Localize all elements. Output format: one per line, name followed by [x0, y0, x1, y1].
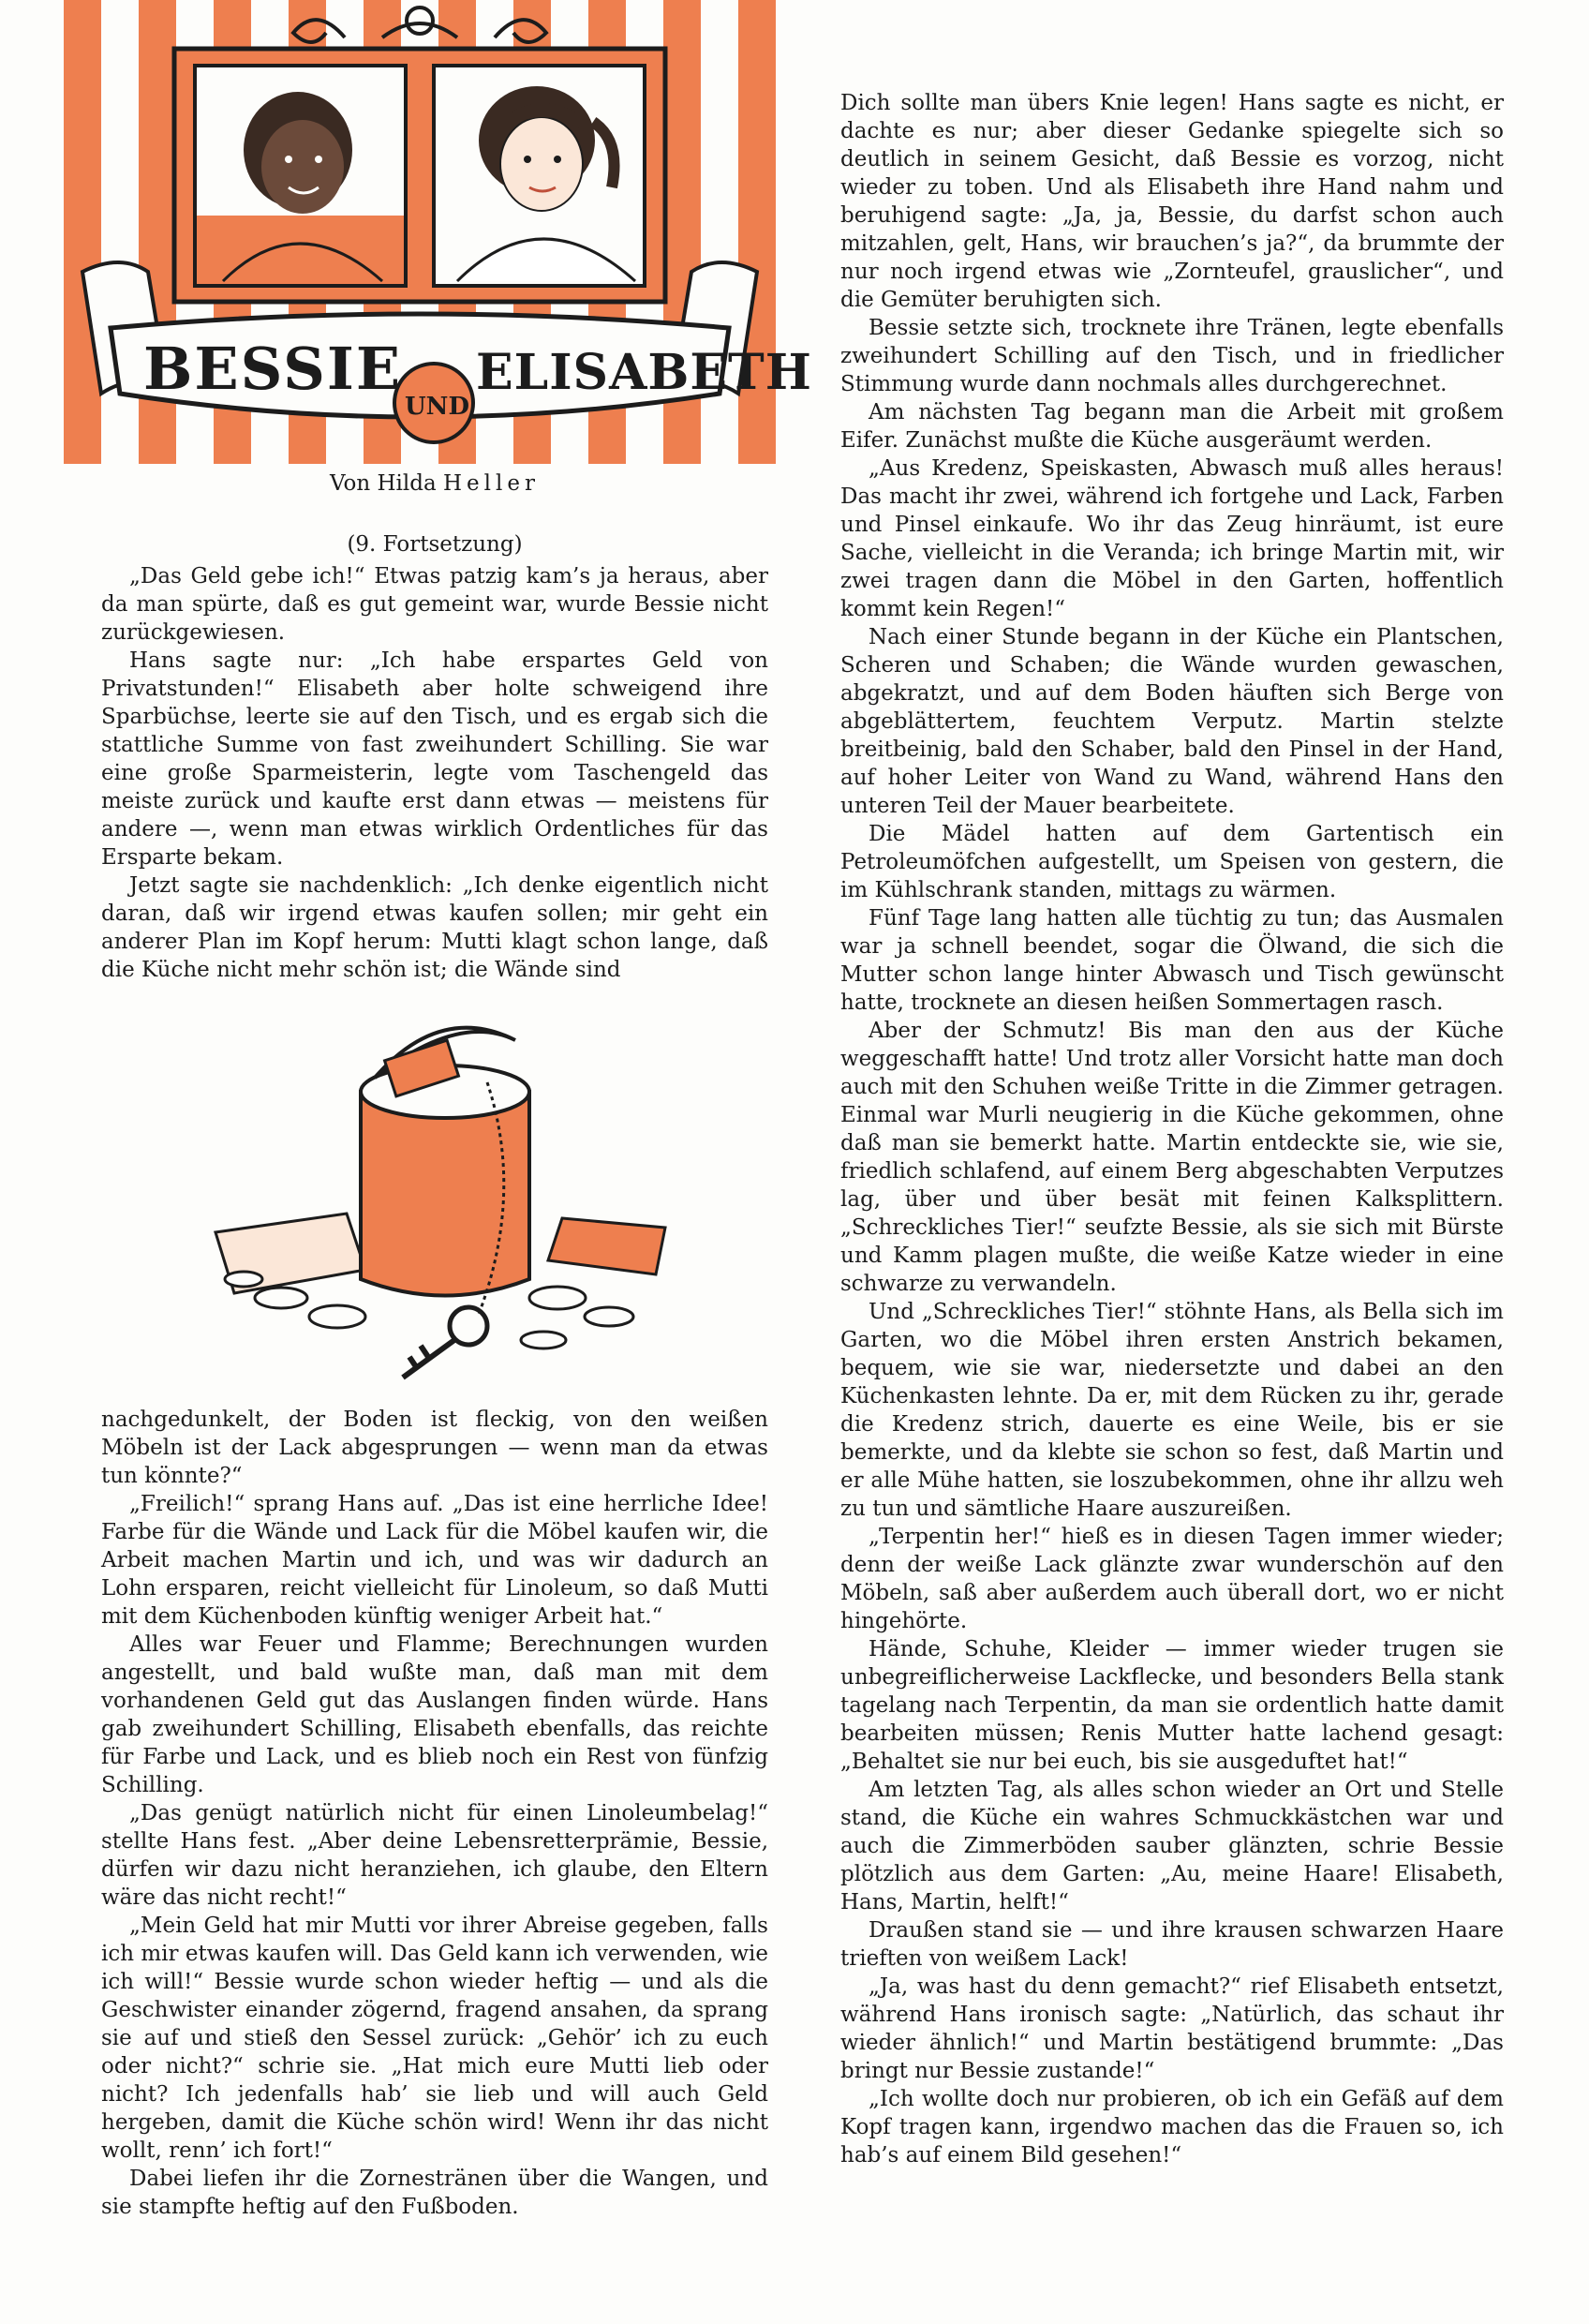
paragraph: Dich sollte man übers Knie legen! Hans sagte es nicht, er dachte es nur; aber dieser Gedanke spiegelte sich so deutlich in seinem Gesicht, daß Bessie es vorzog, nicht wieder zu toben. Und als Elisabeth ihre Hand nahm und beruhigend sagte: „Ja, ja, Bessie, du darfst schon auch mitzahlen, gelt, Hans, wir brauchen’s ja?“, da brummte der nur noch irgend etwas wie „Zornteufel, grauslicher“, und die Gemüter beruhigten sich.	[840, 91, 1504, 312]
title-elisabeth: ELISABETH	[476, 344, 812, 401]
byline-author: Heller	[443, 471, 540, 496]
title-und: UND	[405, 393, 469, 421]
paragraph: Draußen stand sie — und ihre krausen schwarzen Haare trieften von weißem Lack!	[840, 1918, 1504, 1971]
paragraph: Nach einer Stunde begann in der Küche ein Plantschen, Scheren und Schaben; die Wände wurden gewaschen, abgekratzt, und auf dem Boden häuften sich Berge von abgeblättertem, feuchtem Verputz. Martin stelzte breitbeinig, bald den Schaber, bald den Pinsel in der Hand, auf hoher Leiter von Wand zu Wand, während Hans den unteren Teil der Mauer bearbeitete.	[840, 625, 1504, 818]
paragraph: „Freilich!“ sprang Hans auf. „Das ist eine herrliche Idee! Farbe für die Wände und Lack für die Möbel kaufen wir, die Arbeit machen Martin und ich, und was wir dadurch an Lohn ersparen, reicht vielleicht für Linoleum, so daß Mutti mit dem Küchenboden künftig weniger Arbeit hat.“	[101, 1492, 768, 1629]
paragraph: „Mein Geld hat mir Mutti vor ihrer Abreise gegeben, falls ich mir etwas kaufen will. Das Geld kann ich verwenden, wie ich will!“ Bessie wurde schon wieder heftig — und als die Geschwister einander zögernd, fragend ansahen, da sprang sie auf und stieß den Sessel zurück: „Gehör’ ich zu euch oder nicht?“ schrie sie. „Hat mich eure Mutti lieb oder nicht? Ich jedenfalls hab’ sie lieb und will auch Geld hergeben, damit die Küche schön wird! Wenn ihr das nicht wollt, renn’ ich fort!“	[101, 1914, 769, 2163]
paragraph: Alles war Feuer und Flamme; Berechnungen wurden angestellt, und bald wußte man, daß man mit dem vorhandenen Geld gut das Auslangen finden würde. Hans gab zweihundert Schilling, Elisabeth ebenfalls, das reichte für Farbe und Lack, und es blieb noch ein Rest von fünfzig Schilling.	[101, 1632, 768, 1797]
paragraph: „Aus Kredenz, Speiskasten, Abwasch muß alles heraus! Das macht ihr zwei, während ich fortgehe und Lack, Farben und Pinsel einkaufe. Wo ihr das Zeug hinräumt, ist eure Sache, vielleicht in die Veranda; ich bringe Martin mit, wir zwei tragen dann die Möbel in den Garten, hoffentlich kommt kein Regen!“	[840, 456, 1504, 621]
paragraph: Hände, Schuhe, Kleider — immer wieder trugen sie unbegreiflicherweise Lackflecke, und besonders Bella stank tagelang nach Terpentin, da man sie ordentlich hatte damit bearbeiten müssen; Renis Mutter hatte lachend gesagt: „Behaltet sie nur bei euch, bis sie ausgeduftet hat!“	[840, 1637, 1504, 1774]
byline	[101, 471, 768, 496]
paragraph: „Das Geld gebe ich!“ Etwas patzig kam’s ja heraus, aber da man spürte, daß es gut gemeint war, wurde Bessie nicht zurückgewiesen.	[101, 564, 768, 645]
right-column	[840, 89, 1504, 2169]
moneybox-illustration	[187, 1007, 712, 1401]
paragraph: Dabei liefen ihr die Zornestränen über die Wangen, und sie stampfte heftig auf den Fußboden.	[101, 2167, 768, 2219]
paragraph: Und „Schreckliches Tier!“ stöhnte Hans, als Bella sich im Garten, wo die Möbel ihren ersten Anstrich bekamen, bequem, wie sie war, niedersetzte und dabei an den Küchenkasten lehnte. Da er, mit dem Rücken zu ihr, gerade die Kredenz strich, dauerte es eine Weile, bis er sie bemerkte, und da klebte sie schon so fest, daß Martin und er alle Mühe hatten, sie loszubekommen, ohne ihr allzu weh zu tun und sämtliche Haare auszureißen.	[840, 1300, 1504, 1521]
paragraph: Am letzten Tag, als alles schon wieder an Ort und Stelle stand, die Küche ein wahres Schmuckkästchen war und auch die Zimmerböden sauber glänzten, schrie Bessie plötzlich aus dem Garten: „Au, meine Haare! Elisabeth, Hans, Martin, helft!“	[840, 1778, 1504, 1914]
paragraph: Die Mädel hatten auf dem Gartentisch ein Petroleumöfchen aufgestellt, um Speisen von gestern, die im Kühlschrank standen, mittags zu wärmen.	[840, 822, 1504, 902]
paragraph: Bessie setzte sich, trocknete ihre Tränen, legte ebenfalls zweihundert Schilling auf den Tisch, und in friedlicher Stimmung wurde dann nochmals alles durchgerechnet.	[840, 316, 1504, 396]
paragraph: Hans sagte nur: „Ich habe erspartes Geld von Privatstunden!“ Elisabeth aber holte schweigend ihre Sparbüchse, leerte sie auf den Tisch, und es ergab sich die stattliche Summe von fast zweihundert Schilling. Sie war eine große Sparmeisterin, legte vom Taschengeld das meiste zurück und kaufte erst dann etwas — meistens für andere —, wenn man etwas wirklich Ordentliches für das Ersparte bekam.	[101, 648, 768, 870]
left-column-top	[101, 562, 768, 984]
byline-prefix: Von Hilda	[330, 471, 437, 496]
paragraph: nachgedunkelt, der Boden ist fleckig, von den weißen Möbeln ist der Lack abgesprungen — wenn man da etwas tun könnte?“	[101, 1408, 768, 1488]
header-illustration	[64, 0, 812, 464]
installment-label: (9. Fortsetzung)	[347, 532, 523, 557]
paragraph: Am nächsten Tag begann man die Arbeit mit großem Eifer. Zunächst mußte die Küche ausgeräumt werden.	[840, 400, 1504, 453]
title-bessie: BESSIE	[143, 335, 403, 403]
paragraph: „Terpentin her!“ hieß es in diesen Tagen immer wieder; denn der weiße Lack glänzte zwar wunderschön auf den Möbeln, saß aber außerdem auch überall dort, wo er nicht hingehörte.	[840, 1525, 1504, 1633]
paragraph: „Ja, was hast du denn gemacht?“ rief Elisabeth entsetzt, während Hans ironisch sagte: „Natürlich, das schaut ihr wieder ähnlich!“ und Martin bestätigend brummte: „Das bringt nur Bessie zustande!“	[840, 1974, 1504, 2083]
paragraph: Fünf Tage lang hatten alle tüchtig zu tun; das Ausmalen war ja schnell beendet, sogar die Ölwand, die sich die Mutter schon lange hinter Abwasch und Tisch gewünscht hatte, trocknete an diesen heißen Sommertagen rasch.	[840, 906, 1504, 1015]
paragraph: Aber der Schmutz! Bis man den aus der Küche weggeschafft hatte! Und trotz aller Vorsicht hatte man doch auch mit den Schuhen weiße Tritte in die Zimmer getragen. Einmal war Murli neugierig in die Küche gekommen, ohne daß man sie bemerkt hatte. Martin entdeckte sie, wie sie, friedlich schlafend, auf einem Berg abgeschabten Verputzes lag, über und über besät mit feinen Kalksplittern. „Schreckliches Tier!“ seufzte Bessie, als sie sich mit Bürste und Kamm plagen mußte, die weiße Katze wieder in eine schwarze zu verwandeln.	[840, 1019, 1504, 1296]
moneybox-icon	[361, 1028, 529, 1296]
paragraph: „Das genügt natürlich nicht für einen Linoleumbelag!“ stellte Hans fest. „Aber deine Lebensretterprämie, Bessie, dürfen wir dazu nicht heranziehen, ich glaube, den Eltern wäre das nicht recht!“	[101, 1801, 768, 1910]
left-column-bottom	[101, 1406, 768, 2221]
paragraph: Jetzt sagte sie nachdenklich: „Ich denke eigentlich nicht daran, daß wir irgend etwas kaufen sollen; mir geht ein anderer Plan im Kopf herum: Mutti klagt schon lange, daß die Küche nicht mehr schön ist; die Wände sind	[101, 873, 768, 982]
paragraph: „Ich wollte doch nur probieren, ob ich ein Gefäß auf dem Kopf tragen kann, irgendwo machen das die Frauen so, ich hab’s auf einem Bild gesehen!“	[840, 2087, 1504, 2168]
